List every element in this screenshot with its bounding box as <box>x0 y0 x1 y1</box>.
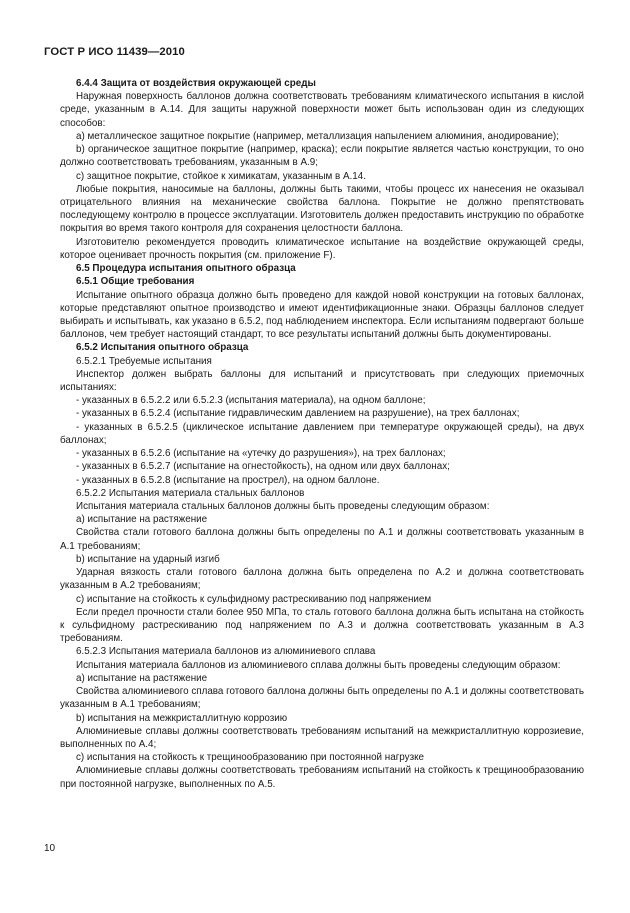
paragraph: a) металлическое защитное покрытие (например, металлизация напылением алюминия, анодирование); <box>76 130 559 142</box>
paragraph: Любые покрытия, наносимые на баллоны, должны быть такими, чтобы процесс их нанесения не оказывал отрицательного влияния на механические свойства баллона. Покрытие не должно препятствовать последующему контролю в процессе эксплуатации. Изготовитель должен предоставить инструкцию по обработке покрытия во время такого контроля для сохранения целостности баллона. <box>60 183 584 235</box>
paragraph: 6.5.2.2 Испытания материала стальных баллонов <box>76 487 305 499</box>
paragraph: Изготовителю рекомендуется проводить климатическое испытание на воздействие окружающей среды, которое оценивает прочность покрытия (см. приложение F). <box>60 236 584 261</box>
paragraph: Инспектор должен выбрать баллоны для испытаний и присутствовать при следующих приемочных испытаниях: <box>60 368 584 394</box>
paragraph: a) испытание на растяжение <box>76 514 208 526</box>
paragraph: - указанных в 6.5.2.8 (испытание на прострел), на одном баллоне. <box>76 474 380 486</box>
paragraph: Свойства стали готового баллона должны быть определены по А.1 и должны соответствовать указанным в А.1 требованиям; <box>60 527 584 552</box>
section-heading: 6.5 Процедура испытания опытного образца <box>76 263 296 275</box>
paragraph: Алюминиевые сплавы должны соответствовать требованиям испытаний на межкристаллитную коррозиевие, выполненных по А.4; <box>60 725 584 750</box>
paragraph: Испытания материала баллонов из алюминиевого сплава должны быть проведены следующим образом: <box>76 659 561 671</box>
document-header: ГОСТ Р ИСО 11439—2010 <box>44 46 185 58</box>
paragraph: Испытание опытного образца должно быть проведено для каждой новой конструкции на готовых баллонах, которые представляют опытное производство и имеют идентификационные знаки. Образцы баллонов следует выбирать и испытывать, как указано в 6.5.2, под наблюдением инспектора. Если испытаниям подвергают больше баллонов, чем требует настоящий стандарт, то все результаты испытаний должны быть документированы. <box>60 289 584 341</box>
paragraph: b) испытания на межкристаллитную коррозию <box>76 712 288 724</box>
section-heading: 6.5.2 Испытания опытного образца <box>76 342 249 354</box>
paragraph: Алюминиевые сплавы должны соответствовать требованиям испытаний на стойкость к трещинообразованию при постоянной нагрузке, выполненных по А.5. <box>60 765 584 790</box>
paragraph: - указанных в 6.5.2.2 или 6.5.2.3 (испытания материала), на одном баллоне; <box>76 395 426 407</box>
paragraph: Ударная вязкость стали готового баллона должна быть определена по А.2 и должна соответствовать указанным в А.2 требованиям; <box>60 567 584 592</box>
page-number: 10 <box>44 843 56 854</box>
paragraph: Испытания материала стальных баллонов должны быть проведены следующим образом: <box>76 501 490 512</box>
paragraph: Если предел прочности стали более 950 МПа, то сталь готового баллона должна быть испытана на стойкость к сульфидному растрескиванию под напряжением по А.3 и должна соответствовать указанным в А.3 требованиям. <box>60 606 584 645</box>
paragraph: - указанных в 6.5.2.5 (циклическое испытание давлением при температуре окружающей среды), на двух баллонах; <box>60 421 584 446</box>
paragraph: b) испытание на ударный изгиб <box>76 553 220 565</box>
section-heading: 6.5.1 Общие требования <box>76 276 195 288</box>
paragraph: - указанных в 6.5.2.7 (испытание на огнестойкость), на одном или двух баллонах; <box>76 461 450 473</box>
paragraph: 6.5.2.1 Требуемые испытания <box>76 355 212 367</box>
paragraph: Свойства алюминиевого сплава готового баллона должны быть определены по А.1 и должны соответствовать указанным в А.1 требованиям; <box>60 686 584 711</box>
paragraph: c) испытание на стойкость к сульфидному растрескиванию под напряжением <box>76 593 432 605</box>
paragraph: - указанных в 6.5.2.6 (испытание на «утечку до разрушения»), на трех баллонах; <box>76 448 446 460</box>
paragraph: 6.5.2.3 Испытания материала баллонов из алюминиевого сплава <box>76 646 376 658</box>
paragraph: - указанных в 6.5.2.4 (испытание гидравлическим давлением на разрушение), на трех баллонах; <box>76 408 520 420</box>
document-body <box>60 77 584 791</box>
paragraph: a) испытание на растяжение <box>76 672 208 684</box>
paragraph: c) защитное покрытие, стойкое к химикатам, указанным в А.14. <box>76 170 366 182</box>
paragraph: c) испытания на стойкость к трещинообразованию при постоянной нагрузке <box>76 752 424 764</box>
paragraph: Наружная поверхность баллонов должна соответствовать требованиям климатического испытания в кислой среде, указанным в А.14. Для защиты наружной поверхности может быть использован один из следующих способов: <box>60 91 584 129</box>
paragraph: b) органическое защитное покрытие (например, краска); если покрытие является частью конструкции, то оно должно соответствовать требованиям, указанным в А.9; <box>60 144 584 169</box>
section-heading: 6.4.4 Защита от воздействия окружающей среды <box>76 78 316 89</box>
